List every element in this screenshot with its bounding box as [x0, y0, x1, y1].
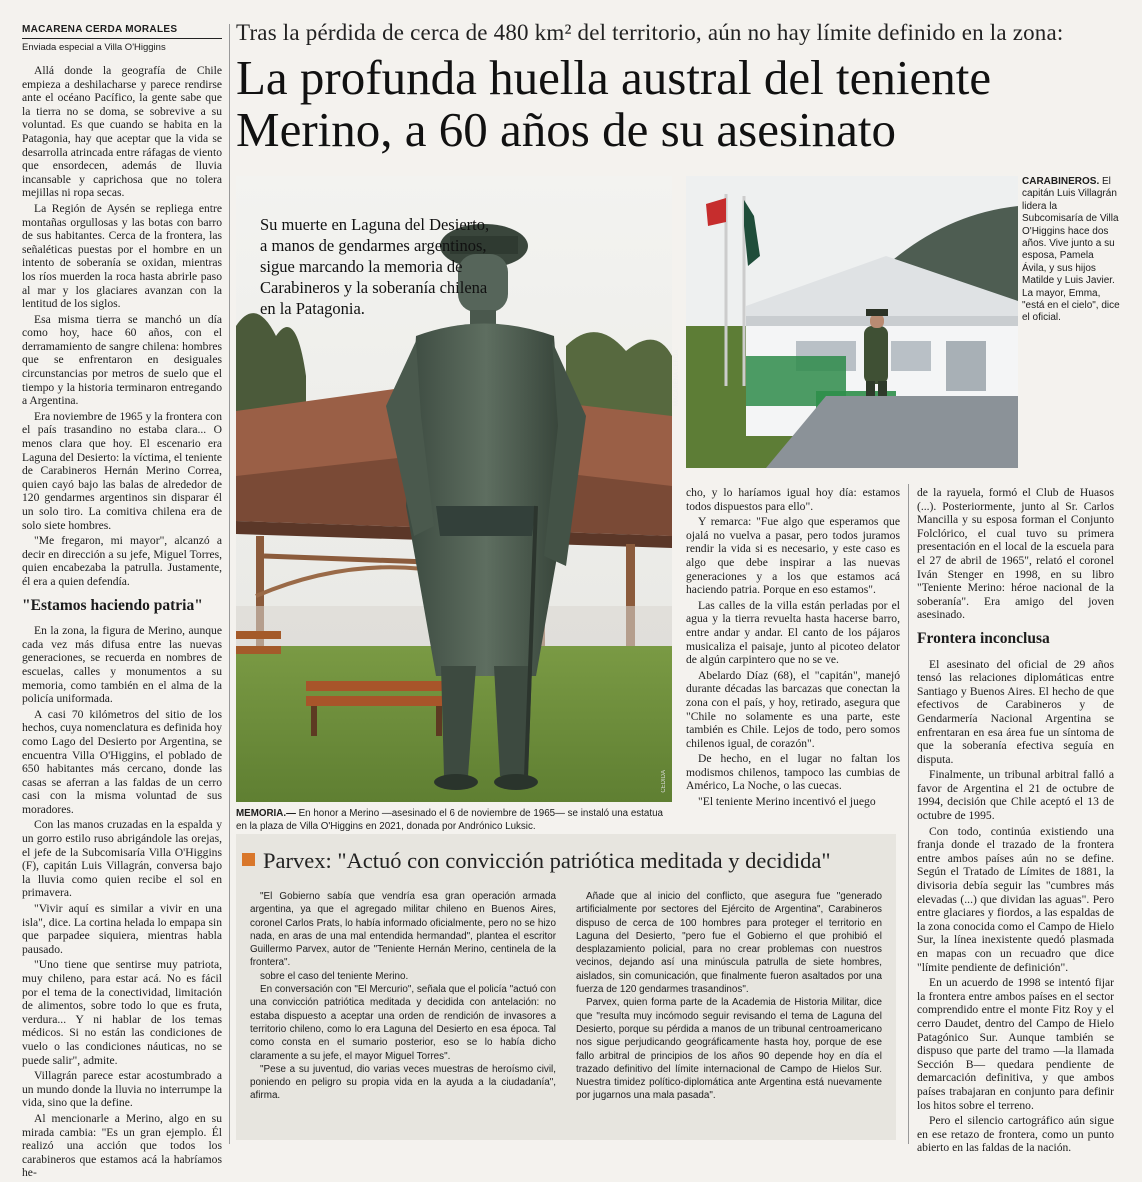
- author-role: Enviada especial a Villa O'Higgins: [22, 42, 166, 53]
- sidebar-column-2: [576, 890, 882, 1103]
- photo-credit: MACARENA CERDA: [674, 349, 680, 406]
- paragraph: La Región de Aysén se repliega entre montañas orgullosas y las botas con barro de sus habitantes. Cerca de la frontera, las señaléticas puestas por el hombre en un intento de soberanía se oxidan, mientras los ríos muerden la roca hasta abrirle paso al mar y los glaciares avanzan con la lentitud de los siglos.: [22, 201, 222, 311]
- paragraph: Esa misma tierra se manchó un día como hoy, hace 60 años, con el derramamiento de sangre chilena: hombres que se enfrentaron en desiguales circunstancias por metros de suelo que el tiempo y la historia terminaron entregando a Argentina.: [22, 312, 222, 408]
- paragraph: "El Gobierno sabía que vendría esa gran operación armada argentina, ya que el agregado militar chileno en Buenos Aires, coronel Carlos Prats, lo había informado oficialmente, pero no se hizo nada, en aras de una mal entendida hermandad", plantea el escritor Guillermo Parvex, autor de "Teniente Hernán Merino, centinela de la frontera".: [250, 891, 556, 969]
- paragraph: "Uno tiene que sentirse muy patriota, muy chileno, para estar acá. No es fácil por el tema de la conectividad, limitación de alimentos, sobre todo lo que es fruta, verdura... Y ni hablar de los temas médicos. Si no están las condiciones de vuelo o las condiciones náuticas, no se puede salir", admite.: [22, 958, 222, 1067]
- paragraph: A casi 70 kilómetros del sitio de los hechos, cuya nomenclatura es definida hoy como Lago del Desierto por Argentina, se encuentra Villa O'Higgins, el poblado de 650 habitantes más cercano, donde las casas se aferran a las faldas de un cerro casi con la misma voluntad de sus moradores.: [22, 707, 222, 816]
- paragraph: Era noviembre de 1965 y la frontera con el país trasandino no estaba clara... O menos clara que hoy. El escenario era Laguna del Desierto: la víctima, el teniente de Carabineros Hernán Merino Correa, quien cayó bajo las balas de alrededor de 120 gendarmes argentinos sin disparar él un solo tiro. La comitiva chilena era de solo siete hombres.: [22, 409, 222, 532]
- paragraph: Con las manos cruzadas en la espalda y un gorro estilo ruso abrigándole las orejas, el jefe de la Subcomisaría Villa O'Higgins (F), capitán Luis Villagrán, conversa bajo la lluvia como quien recibe el sol en primavera.: [22, 818, 222, 900]
- subheading-frontera-inconclusa: Frontera inconclusa: [917, 629, 1050, 647]
- headline: [236, 52, 1126, 156]
- paragraph: "Me fregaron, mi mayor", alcanzó a decir en dirección a su jefe, Miguel Torres, quien encabezaba la patrulla. Justamente, él era a quien defendía.: [22, 534, 222, 588]
- paragraph: Pero el silencio cartográfico aún sigue en ese retazo de frontera, como un punto abierto en las faldas de la nación.: [917, 1114, 1114, 1155]
- paragraph: En la zona, la figura de Merino, aunque cada vez más difusa entre las nuevas generaciones, se recuerda en nombres de escuelas, calles y monumentos a su memoria, como también en el alma de la policía uniformada.: [22, 624, 222, 706]
- paragraph: Añade que al inicio del conflicto, que asegura fue "generado artificialmente por sectores del Ejército de Argentina", Carabineros dispuso de cerca de 100 hombres para proteger el territorio en Laguna del Desierto, "pero fue el Gobierno el que prohibió el desplazamiento policial, para no crear problemas con nuestros vecinos, dejando así una minúscula patrulla de siete hombres, aislados, sin comunicación, que finalmente fueron asaltados por una fuerza de 120 gendarmes trasandinos".: [576, 891, 882, 996]
- paragraph: El asesinato del oficial de 29 años tensó las relaciones diplomáticas entre Santiago y Buenos Aires. El hecho de que efectivos de Carabineros y de Gendarmería Nacional Argentina se enfrentaran en esa área fue un síntoma de que la soberanía efectiva seguía en disputa.: [917, 657, 1114, 766]
- kicker: Tras la pérdida de cerca de 480 km² del territorio, aún no hay límite definido en la zona:: [236, 20, 1064, 45]
- carabineros-photo: [674, 176, 1018, 468]
- sidebar-column-1: [250, 890, 556, 1103]
- paragraph: En conversación con "El Mercurio", señala que el policía "actuó con una convicción patriótica meditada y decidida con antelación: no estaba dispuesto a aceptar una orden de rendición de invasores a territorio chileno, como lo era Laguna del Desierto en esa época. Tal como consta en el sumario posterior, eso se lo había dicho claramente a su jefe, el mayor Miguel Torres".: [250, 984, 556, 1062]
- paragraph: Finalmente, un tribunal arbitral falló a favor de Argentina el 21 de octubre de 1994, decisión que Chile aceptó el 13 de octubre de 1995.: [917, 768, 1114, 823]
- paragraph: Villagrán parece estar acostumbrado a un mundo donde la lluvia no interrumpe la vida, sino que la define.: [22, 1069, 222, 1110]
- article-column-3: [686, 486, 900, 811]
- subheading-estamos-haciendo-patria: "Estamos haciendo patria": [22, 596, 203, 614]
- article-column-4: [917, 486, 1114, 1157]
- paragraph: Las calles de la villa están perladas por el agua y la tierra revuelta hasta hacerse barro, entre andar y andar. El canto de los pájaros musicaliza el paisaje, junto al picoteo delator de algún carpintero que no se ve.: [686, 598, 900, 667]
- paragraph: "Pese a su juventud, dio varias veces muestras de heroísmo civil, poniendo en peligro su propia vida en la ayuda a la ciudadanía", afirma.: [250, 1063, 556, 1102]
- byline: [22, 24, 222, 53]
- paragraph: Al mencionarle a Merino, algo en su mirada cambia: "Es un gran ejemplo. Él realizó una acción que todos los carabineros que estamos acá la habríamos he-: [22, 1111, 222, 1180]
- article-column-1: [22, 64, 222, 1182]
- caption-text: El capitán Luis Villagrán lidera la Subcomisaría de Villa O'Higgins hace dos años. Vive junto a su esposa, Pamela Ávila, y sus hijos Matilde y Luis Javier. La mayor, Emma, "está en el cielo", dice el oficial.: [1022, 176, 1120, 324]
- paragraph: Y remarca: "Fue algo que esperamos que ojalá no vuelva a pasar, pero todos juramos rendir la vida si es necesario, y este caso es algo que debe inspirar a las nuevas generaciones y a los que estamos acá haciendo patria. Porque en eso estamos".: [686, 515, 900, 597]
- byline-rule: [22, 38, 222, 39]
- paragraph: "Vivir aquí es similar a vivir en una isla", dice. La cortina helada lo empapa sin que parpadee siquiera, mientras habla pausado.: [22, 902, 222, 956]
- paragraph: Abelardo Díaz (68), el "capitán", manejó durante décadas las barcazas que conectan la zona con el país, y hoy, retirado, asegura que "Chile no solamente es una parte, este también es Chile. Lejos de todo, pero somos chilenos igual, de corazón".: [686, 668, 900, 750]
- statue-caption: [236, 808, 672, 833]
- column-divider: [229, 24, 230, 1144]
- paragraph: Parvex, quien forma parte de la Academia de Historia Militar, dice que "resulta muy incómodo seguir revisando el tema de Laguna del Desierto, porque su pérdida a manos de un tribunal centroamericano nos sigue perjudicando geográficamente hasta hoy, porque de ese fallo arbitral de principios de los años 90 depende hoy en día el trazado definitivo del límite internacional de Campo de Hielos Sur. Nuestra timidez político-diplomática ante Argentina está nuevamente por jugarnos una mala pasada".: [576, 997, 882, 1102]
- paragraph: cho, y lo haríamos igual hoy día: estamos todos dispuestos para ello".: [686, 486, 900, 513]
- headline-line-2: Merino, a 60 años de su asesinato: [236, 102, 896, 157]
- paragraph: Allá donde la geografía de Chile empieza a deshilacharse y parece rendirse ante el océano Pacífico, la gente sabe que la tierra no se doma, se sobrevive a su voluntad. Es que cuando se habita en la Patagonia, hay que aceptar que la vida se desarrolla atrincada entre ráfagas de viento que ensordecen, además de lluvia incansable y caprichosa que no tolera mejillas ni ropa secas.: [22, 64, 222, 200]
- headline-line-1: La profunda huella austral del teniente: [236, 50, 992, 105]
- paragraph: "El teniente Merino incentivó el juego: [698, 795, 876, 809]
- carabineros-caption: [1022, 176, 1120, 325]
- orange-square-icon: [242, 853, 255, 866]
- paragraph: de la rayuela, formó el Club de Huasos (...). Posteriormente, junto al Sr. Carlos Mancilla y su esposa forman el Conjunto Folclórico, el cual tuvo su primera presentación en el local de la escuela para el 27 de abril de 1965", relató el coronel Iván Stenger en 1998, en su libro "Teniente Merino: héroe nacional de la soberanía". Era amigo del joven asesinado.: [917, 486, 1114, 622]
- author-name: MACARENA CERDA MORALES: [22, 24, 178, 35]
- column-divider: [908, 484, 909, 1144]
- sidebar-title: [242, 848, 892, 874]
- article-deck: Su muerte en Laguna del Desierto, a manos de gendarmes argentinos, sigue marcando la memoria de Carabineros y la soberanía chilena en la Patagonia.: [260, 215, 490, 318]
- photo-credit: CEDIDA: [661, 770, 667, 793]
- sidebar-title-text: Parvex: "Actuó con convicción patriótica meditada y decidida": [263, 848, 831, 873]
- paragraph: Con todo, continúa existiendo una franja donde el trazado de la frontera entre ambos países aún no se define. Según el Tratado de Límites de 1881, la divisoria debía seguir las "cumbres más elevadas (...) que dividan las aguas". Pero entre glaciares y fiordos, a las espaldas de la zona conocida como el Campo de Hielo Sur, la línea inexistente quedó plasmada en mapas con un recuadro que dice "límite pendiente de definición".: [917, 824, 1114, 974]
- caption-label: MEMORIA.—: [236, 808, 296, 819]
- paragraph: En un acuerdo de 1998 se intentó fijar la frontera entre ambos países en el sector comprendido entre el monte Fitz Roy y el cerro Daudet, dentro del Campo de Hielo Patagónico Sur. Aunque también se dispuso que parte del tramo —la llamada Sección B— quedara pendiente de demarcación definitiva, y que ambos países trabajaran en conjunto para definir los hitos sobre el terreno.: [917, 976, 1114, 1112]
- station-illustration: [686, 176, 1018, 468]
- paragraph: sobre el caso del teniente Merino.: [260, 970, 409, 982]
- caption-label: CARABINEROS.: [1022, 176, 1100, 187]
- caption-text: En honor a Merino —asesinado el 6 de noviembre de 1965— se instaló una estatua en la plaza de Villa O'Higgins en 2021, donada por Andrónico Luksic.: [236, 808, 663, 832]
- paragraph: De hecho, en el lugar no faltan los modismos chilenos, tampoco las cumbias de Américo, La Noche, o las cuecas.: [686, 752, 900, 793]
